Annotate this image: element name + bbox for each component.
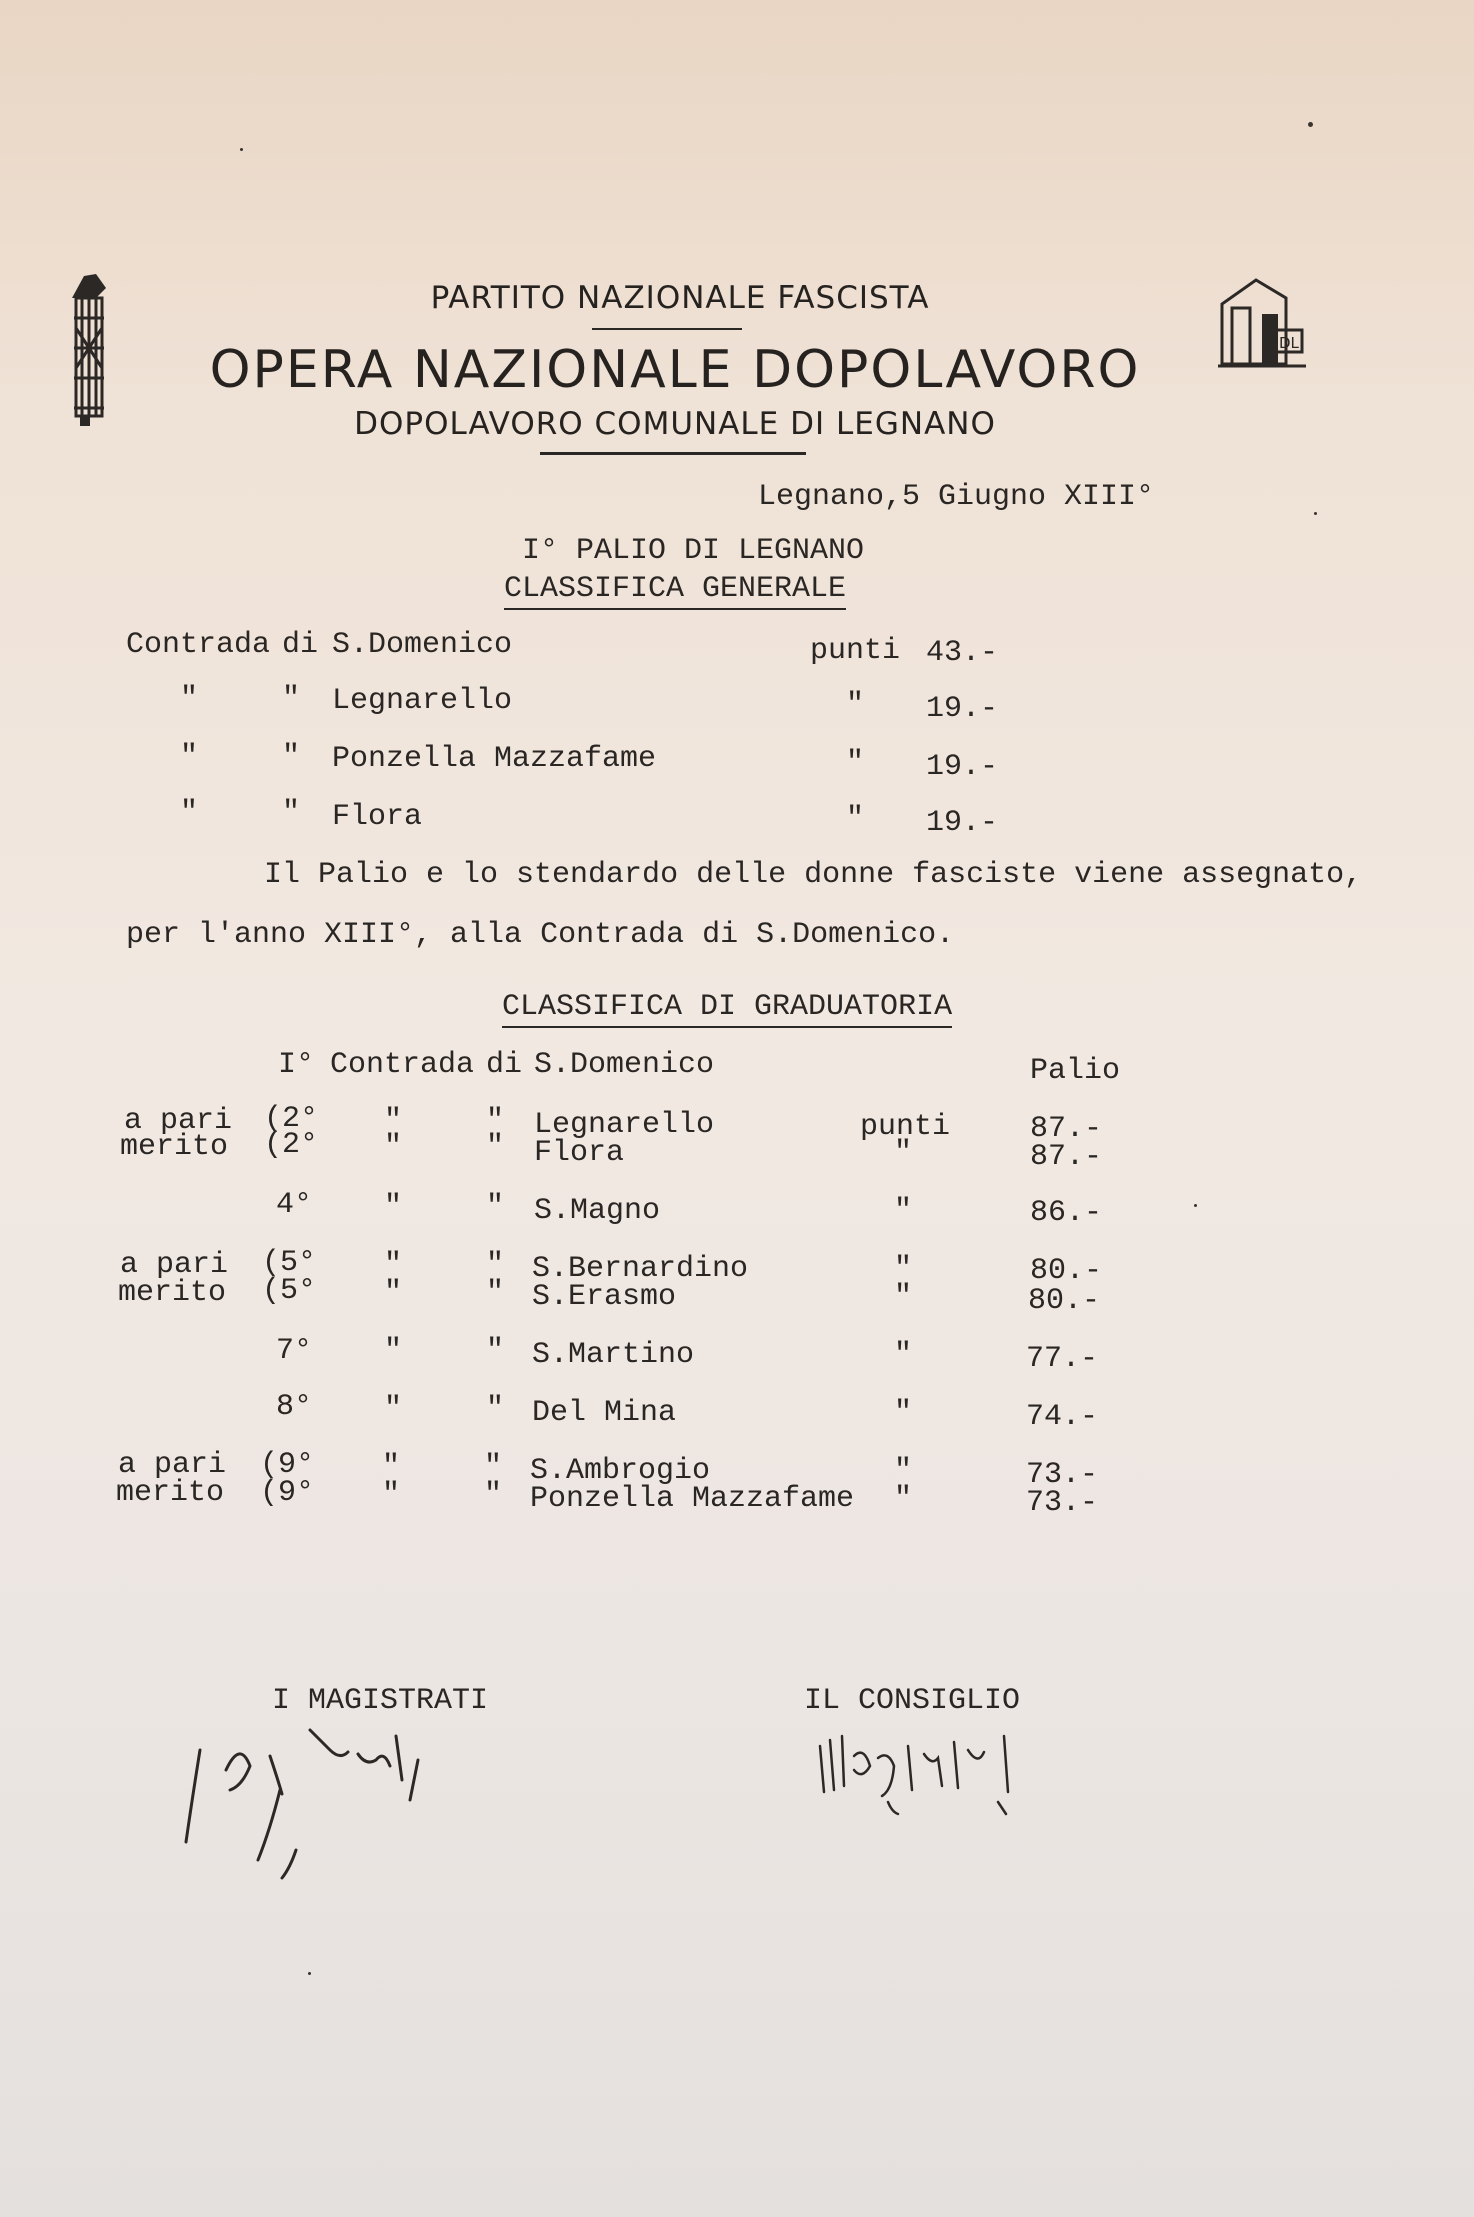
- contrada-label: Contrada: [330, 1048, 475, 1082]
- rank: (2°: [264, 1102, 319, 1136]
- rank: (2°: [264, 1128, 319, 1162]
- ditto-mark: ": [486, 1334, 505, 1368]
- points-value: 74.-: [1026, 1400, 1099, 1434]
- contrada-name: Del Mina: [532, 1396, 677, 1430]
- contrada-name: Legnarello: [332, 684, 513, 718]
- ditto-mark: ": [486, 1190, 505, 1224]
- rank: 7°: [276, 1334, 313, 1368]
- rank: I°: [278, 1048, 315, 1082]
- svg-text:DL: DL: [1279, 334, 1299, 352]
- header-rule-bottom: [540, 452, 806, 455]
- ditto-mark: ": [384, 1276, 403, 1310]
- rank: 8°: [276, 1390, 313, 1424]
- contrada-name: S.Bernardino: [532, 1252, 749, 1286]
- contrada-name: Ponzella Mazzafame: [332, 742, 657, 776]
- contrada-name: S.Magno: [534, 1194, 661, 1228]
- ditto-mark: ": [384, 1392, 403, 1426]
- rank: 4°: [276, 1188, 313, 1222]
- ditto-mark: ": [180, 796, 199, 830]
- rank: (9°: [260, 1448, 315, 1482]
- ditto-mark: ": [894, 1454, 913, 1488]
- ditto-mark: ": [384, 1104, 403, 1138]
- di-label: di: [282, 628, 319, 662]
- points-value: 80.-: [1028, 1284, 1101, 1318]
- rank: (5°: [262, 1246, 317, 1280]
- points-value: 87.-: [1030, 1140, 1103, 1174]
- points-value: 77.-: [1026, 1342, 1099, 1376]
- contrada-name: S.Domenico: [332, 628, 513, 662]
- tie-note: a pari: [124, 1104, 233, 1138]
- ditto-mark: ": [846, 802, 865, 836]
- contrada-name: Flora: [534, 1136, 625, 1170]
- rank: (5°: [262, 1274, 317, 1308]
- header-rule-top: [592, 328, 742, 330]
- ditto-mark: ": [484, 1478, 503, 1512]
- ditto-mark: ": [894, 1482, 913, 1516]
- ditto-mark: ": [384, 1130, 403, 1164]
- ditto-mark: ": [384, 1190, 403, 1224]
- tie-note: merito: [118, 1276, 227, 1310]
- points-value: 19.-: [926, 806, 999, 840]
- graduatoria-heading: CLASSIFICA DI GRADUATORIA: [502, 990, 952, 1028]
- paper-speck: [1194, 1204, 1197, 1207]
- points-value: 73.-: [1026, 1458, 1099, 1492]
- contrada-name: Flora: [332, 800, 423, 834]
- ditto-mark: ": [486, 1248, 505, 1282]
- points-value: 80.-: [1030, 1254, 1103, 1288]
- ditto-mark: ": [894, 1194, 913, 1228]
- di-label: di: [486, 1048, 523, 1082]
- ditto-mark: ": [384, 1248, 403, 1282]
- paper-speck: [308, 1972, 311, 1975]
- award-paragraph-line1: Il Palio e lo stendardo delle donne fasciste viene assegnato,: [264, 858, 1363, 892]
- points-value: 43.-: [926, 636, 999, 670]
- ditto-mark: ": [894, 1252, 913, 1286]
- general-ranking-heading: CLASSIFICA GENERALE: [504, 572, 846, 610]
- paper-speck: [1314, 512, 1317, 515]
- ditto-mark: ": [180, 740, 199, 774]
- fasces-emblem-icon: [66, 268, 114, 428]
- ditto-mark: ": [382, 1478, 401, 1512]
- points-label: punti: [810, 634, 901, 668]
- ditto-mark: ": [486, 1276, 505, 1310]
- points-value: Palio: [1030, 1054, 1121, 1088]
- contrada-name: Legnarello: [534, 1108, 715, 1142]
- points-value: 87.-: [1030, 1112, 1103, 1146]
- ditto-mark: ": [486, 1392, 505, 1426]
- ditto-mark: ": [282, 796, 301, 830]
- ditto-mark: ": [486, 1130, 505, 1164]
- contrada-name: S.Domenico: [534, 1048, 715, 1082]
- points-value: 19.-: [926, 692, 999, 726]
- contrada-name: S.Ambrogio: [530, 1454, 711, 1488]
- contrada-name: Ponzella Mazzafame: [530, 1482, 855, 1516]
- signature-label-magistrati: I MAGISTRATI: [272, 1684, 489, 1718]
- ditto-mark: ": [486, 1104, 505, 1138]
- points-label: punti: [860, 1110, 951, 1144]
- tie-note: a pari: [120, 1248, 229, 1282]
- ditto-mark: ": [282, 740, 301, 774]
- signature-magistrati: [170, 1700, 510, 1890]
- points-value: 86.-: [1030, 1196, 1103, 1230]
- ditto-mark: ": [894, 1338, 913, 1372]
- ditto-mark: ": [484, 1450, 503, 1484]
- contrada-label: Contrada: [126, 628, 271, 662]
- ditto-mark: ": [894, 1136, 913, 1170]
- contrada-name: S.Martino: [532, 1338, 695, 1372]
- award-paragraph-line2: per l'anno XIII°, alla Contrada di S.Domenico.: [126, 918, 955, 952]
- document-title: I° PALIO DI LEGNANO: [522, 534, 865, 568]
- contrada-name: S.Erasmo: [532, 1280, 677, 1314]
- ditto-mark: ": [846, 688, 865, 722]
- ditto-mark: ": [282, 682, 301, 716]
- ditto-mark: ": [894, 1396, 913, 1430]
- party-name: PARTITO NAZIONALE FASCISTA: [430, 280, 930, 316]
- branch-name: DOPOLAVORO COMUNALE DI LEGNANO: [354, 406, 996, 442]
- organization-name: OPERA NAZIONALE DOPOLAVORO: [209, 340, 1141, 400]
- tie-note: a pari: [118, 1448, 227, 1482]
- points-value: 73.-: [1026, 1486, 1099, 1520]
- signature-consiglio: [808, 1706, 1048, 1826]
- ditto-mark: ": [180, 682, 199, 716]
- tie-note: merito: [120, 1130, 229, 1164]
- signature-label-consiglio: IL CONSIGLIO: [804, 1684, 1021, 1718]
- ditto-mark: ": [384, 1334, 403, 1368]
- ditto-mark: ": [846, 746, 865, 780]
- rank: (9°: [260, 1476, 315, 1510]
- ditto-mark: ": [382, 1450, 401, 1484]
- tie-note: merito: [116, 1476, 225, 1510]
- paper-speck: [1308, 122, 1313, 127]
- points-value: 19.-: [926, 750, 999, 784]
- paper-speck: [240, 148, 243, 151]
- document-date: Legnano,5 Giugno XIII°: [758, 480, 1155, 514]
- ditto-mark: ": [894, 1280, 913, 1314]
